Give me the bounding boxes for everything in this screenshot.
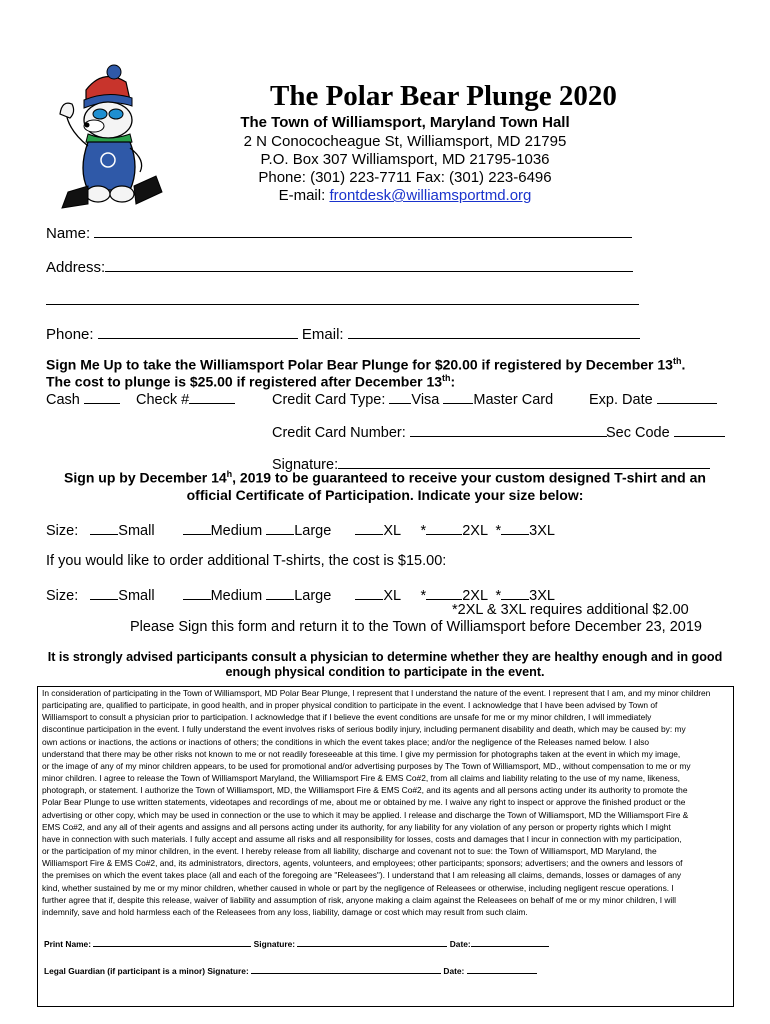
- guardian-date-field[interactable]: [467, 965, 537, 974]
- size-small-field[interactable]: [90, 520, 118, 535]
- sec-code-field[interactable]: [674, 422, 725, 437]
- size-row-2: Size: Small Medium Large XL * 2XL * 3XL: [46, 585, 555, 604]
- guardian-label: Legal Guardian (if participant is a minor) Signature:: [44, 966, 249, 976]
- return-instructions: Please Sign this form and return it to the Town of Williamsport before December 23, 2019: [130, 619, 702, 635]
- size-label-1: Size:: [46, 523, 79, 539]
- org-email-line: [0, 187, 770, 204]
- bottom-signature-field[interactable]: [297, 938, 447, 947]
- size2-large-label: Large: [294, 588, 332, 604]
- card-number-field[interactable]: [410, 422, 607, 437]
- size2-3xl-field[interactable]: [501, 585, 529, 600]
- org-po-box: P.O. Box 307 Williamsport, MD 21795-1036: [260, 151, 550, 168]
- name-row: [46, 223, 632, 242]
- exp-label: Exp. Date: [589, 392, 653, 408]
- size-2xl-label: 2XL: [462, 523, 488, 539]
- disclaimer-line: photograph, or statement. I authorize the Town of Williamsport, MD, the Williamsport Fire & EMS Co#2, and its agents and all persons acting under its authority to promote the: [42, 785, 688, 796]
- size2-xl-field[interactable]: [355, 585, 383, 600]
- sec-code-label: Sec Code: [606, 425, 670, 441]
- master-field[interactable]: [443, 389, 473, 404]
- size-row-1: Size: Small Medium Large XL * 2XL * 3XL: [46, 520, 555, 539]
- signup-line-2: [46, 373, 455, 390]
- payment-row: [46, 389, 120, 408]
- sec-code-row: [606, 422, 725, 441]
- email-label: E-mail:: [278, 187, 330, 204]
- signature-label: Signature:: [272, 457, 339, 473]
- card-type-label: Credit Card Type:: [272, 392, 386, 408]
- signup-sup-1: th: [672, 356, 682, 366]
- signup-end-2: :: [450, 373, 456, 390]
- bottom-signature-label: Signature:: [253, 939, 296, 949]
- disclaimer-line: kind, whether sustained by me or my minor children, whether caused in whole or part by the negligence of Releasees or otherwise, including negligent rescue operations. I: [42, 882, 674, 893]
- card-type-row: [272, 389, 553, 408]
- signature-field[interactable]: [338, 454, 710, 469]
- disclaimer-line: Polar Bear Plunge to use written statements, videotapes and recordings of me, about me or obtained by me. I waive any right to inspect or approve the finished product or the: [42, 797, 686, 808]
- visa-field[interactable]: [389, 389, 411, 404]
- tshirt-sup: h: [226, 469, 233, 479]
- disclaimer-line: or the participation of my minor children, in the event. I hereby release from all liability, discharge and covenant not to sue: the Town of Williamsport, MD Maryland, the: [42, 846, 657, 857]
- signup-end-1: .: [681, 356, 686, 373]
- size-xl-field[interactable]: [355, 520, 383, 535]
- size-large-label: Large: [294, 523, 332, 539]
- bottom-date-label: Date:: [449, 939, 471, 949]
- size2-xl-label: XL: [383, 588, 401, 604]
- disclaimer-line: Williamsport to consult a physician prior to participation. I acknowledge that if I believe the event conditions are unsafe for me or my minor children, I will immediately: [42, 712, 652, 723]
- org-address: 2 N Conococheague St, Williamsport, MD 21795: [243, 133, 567, 150]
- phone-field[interactable]: [98, 324, 298, 339]
- address-label: Address:: [46, 259, 106, 276]
- cash-field[interactable]: [84, 389, 120, 404]
- disclaimer-line: own actions or inactions, the actions or inactions of others; the conditions in which the event takes place; and/or the negligence of the Releases named below. I also: [42, 736, 650, 747]
- signup-line-1: [46, 356, 685, 373]
- disclaimer-line: minor children. I agree to release the Town of Williamsport Maryland, the Williamsport Fire & EMS Co#2, from all claims and liability relating to the use of my name, likeness,: [42, 773, 680, 784]
- address-field[interactable]: [105, 257, 633, 272]
- tshirt-text-1b: , 2019 to be guaranteed to receive your custom designed T-shirt and an: [232, 469, 706, 486]
- disclaimer-line: indemnify, save and hold harmless each of the Releasees from any loss, liability, damage or cost which may result from such claim.: [42, 906, 528, 917]
- disclaimer-line: have in connection with such materials. I fully accept and assume all risks and all responsibility for losses, costs and damages that I incur in connection with my participation,: [42, 833, 682, 844]
- phone-label: Phone:: [46, 326, 94, 343]
- tshirt-text-1a: Sign up by December 14: [64, 469, 227, 486]
- disclaimer-line: participating are, qualified to participate, in good health, and in proper physical condition to participate in the event. I acknowledge that I have been advised by Town of: [42, 700, 658, 711]
- signup-text-2: The cost to plunge is $25.00 if registered after December 13: [46, 373, 443, 390]
- disclaimer-line: further agree that if, despite this release, waiver of liability and assumption of risk, anyone making a claim against the Releasees on behalf of me or my minor children, I will: [42, 894, 677, 905]
- disclaimer-line: EMS Co#2, and any all of their agents and assigns and all persons acting under its authority, for any liability for any violation of any person or property rights which I might: [42, 821, 671, 832]
- disclaimer-line: discontinue participation in the event. I fully understand the event involves risks of serious bodily injury, including permanent disability and death, which may be caused by: my: [42, 724, 686, 735]
- visa-label: Visa: [411, 392, 440, 408]
- size2-medium-field[interactable]: [183, 585, 211, 600]
- guardian-date-label: Date:: [443, 966, 465, 976]
- size2-large-field[interactable]: [266, 585, 294, 600]
- disclaimer-line: or the image of any of my minor children appears, to be used for promotional and/or advertising purposes by The Town of Williamsport, MD., without compensation to me or my: [42, 760, 691, 771]
- card-number-row: [272, 422, 607, 441]
- tshirt-line-2: official Certificate of Participation. Indicate your size below:: [186, 487, 584, 503]
- cash-label: Cash: [46, 392, 80, 408]
- print-name-label: Print Name:: [44, 939, 92, 949]
- size-3xl-label: 3XL: [529, 523, 555, 539]
- check-label: Check #: [136, 392, 190, 408]
- name-label: Name:: [46, 225, 91, 242]
- disclaimer-line: the premises on which the event takes place (all and each of the foregoing are "Releasees"). I understand that I am releasing all claims, demands, losses or damages of any: [42, 870, 682, 881]
- print-name-field[interactable]: [93, 938, 251, 947]
- org-name: The Town of Williamsport, Maryland Town Hall: [240, 114, 570, 131]
- size-small-label: Small: [118, 523, 155, 539]
- advice-line-1: It is strongly advised participants consult a physician to determine whether they are healthy enough and in good: [47, 650, 723, 664]
- size2-medium-label: Medium: [210, 588, 263, 604]
- check-row: [136, 389, 235, 408]
- name-field[interactable]: [94, 223, 632, 238]
- bottom-date-field[interactable]: [471, 938, 549, 947]
- address-line-2[interactable]: [46, 304, 639, 305]
- guardian-row: [44, 965, 537, 976]
- size-xl-label: XL: [383, 523, 401, 539]
- disclaimer-line: understand that there may be other risks not known to me or not readily foreseeable at this time. I give my permission for photographs taken at the event in which my image,: [42, 748, 681, 759]
- address-row: [46, 257, 633, 276]
- size2-small-field[interactable]: [90, 585, 118, 600]
- size-3xl-field[interactable]: [501, 520, 529, 535]
- size-medium-label: Medium: [210, 523, 263, 539]
- size-label-2: Size:: [46, 588, 79, 604]
- disclaimer-line: Williamsport Fire & EMS Co#2, and, its administrators, directors, agents, volunteers, and employees; other participants; sponsors; advertisers; and the owners and lessors of: [42, 858, 683, 869]
- disclaimer-line: advertising or other copy, which may be used in connection or the use to which it may be applied. I release and discharge the Town of Williamsport, MD the Williamsport Fire &: [42, 809, 689, 820]
- disclaimer-line: In consideration of participating in the Town of Williamsport, MD Polar Bear Plunge, I represent that I understand the nature of the event. I represent that I am, and my minor children: [42, 688, 711, 698]
- additional-shirts: If you would like to order additional T-shirts, the cost is $15.00:: [46, 553, 447, 569]
- size-note: *2XL & 3XL requires additional $2.00: [452, 602, 689, 618]
- advice-line-2: enough physical condition to participate in the event.: [225, 665, 545, 679]
- email-field-label: Email:: [301, 326, 344, 343]
- check-field[interactable]: [189, 389, 235, 404]
- email-link[interactable]: frontdesk@williamsportmd.org: [329, 187, 532, 204]
- master-label: Master Card: [473, 392, 554, 408]
- size-medium-field[interactable]: [183, 520, 211, 535]
- exp-field[interactable]: [657, 389, 717, 404]
- card-number-label: Credit Card Number:: [272, 425, 406, 441]
- disclaimer-text: [42, 687, 726, 918]
- size2-2xl-label: 2XL: [462, 588, 488, 604]
- size2-small-label: Small: [118, 588, 155, 604]
- size-2xl-field[interactable]: [426, 520, 462, 535]
- email-field[interactable]: [348, 324, 640, 339]
- signup-text-1: Sign Me Up to take the Williamsport Polar Bear Plunge for $20.00 if registered by December 13: [46, 356, 673, 373]
- size2-2xl-field[interactable]: [426, 585, 462, 600]
- tshirt-line-1: [0, 469, 770, 486]
- exp-row: [589, 389, 717, 408]
- phone-email-row: [46, 324, 640, 343]
- size-large-field[interactable]: [266, 520, 294, 535]
- org-phone: Phone: (301) 223-7711 Fax: (301) 223-6496: [258, 169, 552, 186]
- print-name-row: [44, 938, 549, 949]
- signup-sup-2: th: [442, 373, 451, 383]
- guardian-signature-field[interactable]: [251, 965, 441, 974]
- size2-3xl-label: 3XL: [529, 588, 555, 604]
- page-title: The Polar Bear Plunge 2020: [270, 80, 617, 112]
